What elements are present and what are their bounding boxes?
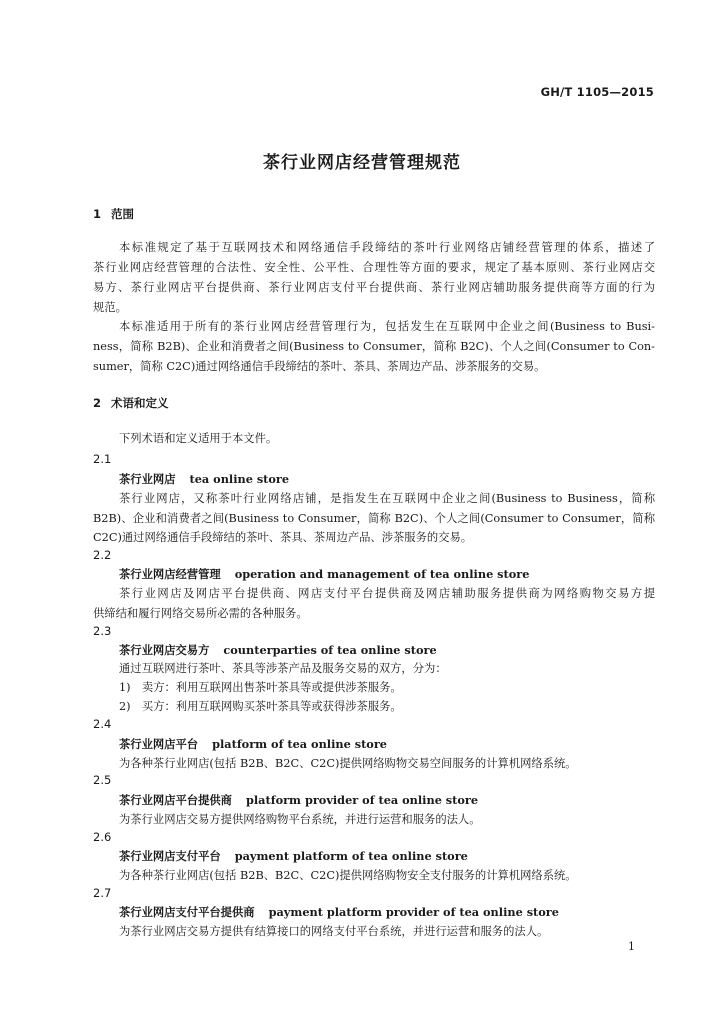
term-number: 2.2: [93, 548, 112, 562]
term-chinese: 茶行业网店: [119, 473, 176, 486]
paragraph-line: 下列术语和定义适用于本文件。: [119, 432, 278, 445]
section-number: 2: [93, 396, 102, 410]
term-heading: [119, 642, 437, 659]
section-heading: [93, 206, 134, 222]
paragraph-line: sumer，简称 C2C)通过网络通信手段缔结的茶叶、茶具、茶周边产品、涉茶服务的交易。: [93, 360, 546, 373]
term-number: 2.4: [93, 717, 112, 731]
section-title: 范围: [111, 207, 134, 221]
term-heading: [119, 848, 468, 865]
term-heading: [119, 736, 387, 753]
term-number: 2.6: [93, 830, 112, 844]
definition-line: B2B)、企业和消费者之间(Business to Consumer，简称 B2C)、个人之间(Consumer to Consumer，简称: [93, 512, 655, 525]
document-title: 茶行业网店经营管理规范: [263, 153, 461, 173]
page-number: 1: [628, 940, 635, 953]
term-heading: [119, 471, 289, 488]
definition-line: 茶行业网店，又称茶叶行业网络店铺，是指发生在互联网中企业之间(Business to Business，简称: [119, 492, 655, 505]
term-english: counterparties of tea online store: [223, 643, 437, 657]
definition-line: 为茶行业网店交易方提供网络购物平台系统，并进行运营和服务的法人。: [119, 813, 481, 826]
term-number: 2.5: [93, 773, 112, 787]
term-heading: [119, 566, 529, 583]
term-chinese: 茶行业网店平台提供商: [119, 794, 232, 807]
definition-line: 供缔结和履行网络交易所必需的各种服务。: [93, 607, 308, 620]
standard-code: GH/T 1105—2015: [540, 85, 654, 99]
term-english: payment platform of tea online store: [234, 849, 468, 863]
term-chinese: 茶行业网店平台: [119, 738, 199, 751]
term-chinese: 茶行业网店经营管理: [119, 568, 221, 581]
definition-line: 为各种茶行业网店(包括 B2B、B2C、C2C)提供网络购物交易空间服务的计算机网络系统。: [119, 757, 577, 770]
term-heading: [119, 904, 559, 921]
definition-line: C2C)通过网络通信手段缔结的茶叶、茶具、茶周边产品、涉茶服务的交易。: [93, 531, 473, 544]
paragraph-line: 易方、茶行业网店平台提供商、茶行业网店支付平台提供商、茶行业网店辅助服务提供商等方面的行为: [93, 281, 655, 294]
definition-line: 为茶行业网店交易方提供有结算接口的网络支付平台系统，并进行运营和服务的法人。: [119, 925, 549, 938]
term-number: 2.7: [93, 886, 112, 900]
term-number: 2.3: [93, 624, 112, 638]
definition-line: 为各种茶行业网店(包括 B2B、B2C、C2C)提供网络购物安全支付服务的计算机网络系统。: [119, 869, 577, 882]
paragraph-line: 规范。: [93, 301, 127, 314]
definition-line: 通过互联网进行茶叶、茶具等涉茶产品及服务交易的双方，分为：: [119, 662, 447, 675]
section-title: 术语和定义: [111, 396, 169, 410]
paragraph-line: 本标准适用于所有的茶行业网店经营管理行为，包括发生在互联网中企业之间(Business to Busi-: [119, 320, 655, 333]
term-chinese: 茶行业网店支付平台提供商: [119, 906, 255, 919]
list-item: 2) 买方：利用互联网购买茶叶茶具等或获得涉茶服务。: [119, 700, 402, 713]
term-heading: [119, 792, 478, 809]
paragraph-line: 本标准规定了基于互联网技术和网络通信手段缔结的茶叶行业网络店铺经营管理的体系，描述了: [119, 241, 655, 254]
paragraph-line: ness，简称 B2B)、企业和消费者之间(Business to Consumer，简称 B2C)、个人之间(Consumer to Con-: [93, 340, 655, 353]
term-chinese: 茶行业网店支付平台: [119, 850, 221, 863]
section-number: 1: [93, 207, 102, 221]
term-chinese: 茶行业网店交易方: [119, 644, 210, 657]
term-english: operation and management of tea online store: [234, 567, 530, 581]
term-number: 2.1: [93, 452, 112, 466]
section-heading: [93, 395, 169, 411]
list-item: 1) 卖方：利用互联网出售茶叶茶具等或提供涉茶服务。: [119, 681, 402, 694]
term-english: platform provider of tea online store: [245, 793, 479, 807]
paragraph-line: 茶行业网店经营管理的合法性、安全性、公平性、合理性等方面的要求，规定了基本原则、茶行业网店交: [93, 261, 655, 274]
term-english: payment platform provider of tea online store: [268, 905, 559, 919]
term-english: tea online store: [189, 472, 290, 486]
definition-line: 茶行业网店及网店平台提供商、网店支付平台提供商及网店辅助服务提供商为网络购物交易方提: [119, 587, 655, 600]
term-english: platform of tea online store: [212, 737, 387, 751]
